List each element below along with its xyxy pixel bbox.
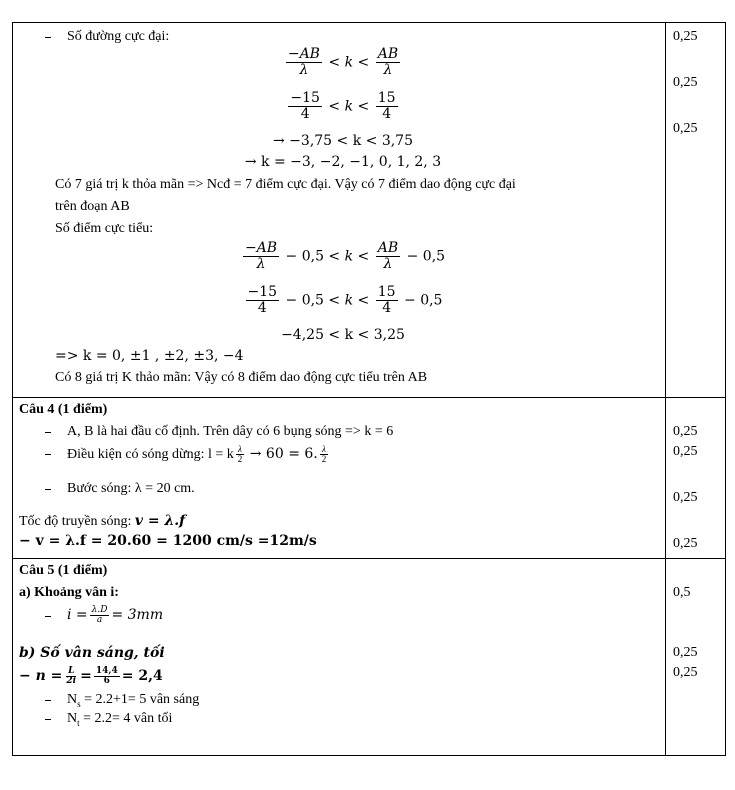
cau5-ns-line: $N_s = 2.2+1= 5$ vân sáng <box>67 692 200 709</box>
cau5-b-heading: b) Số vân sáng, tối <box>19 645 165 661</box>
cau5-heading: Câu 5 (1 điểm) <box>19 563 108 578</box>
score: 0,25 <box>673 121 698 136</box>
max-heading: Số đường cực đại: <box>67 29 170 44</box>
score: 0,25 <box>673 536 698 551</box>
equation-max-4: → k = −3, −2, −1, 0, 1, 2, 3 <box>244 154 442 170</box>
cau5-b-formula: − n = $\frac{L}{2i}$ = $\frac{14,4}{6}$ = 2,4 <box>19 665 163 686</box>
bullet-dash <box>45 489 51 490</box>
bullet-dash <box>45 432 51 433</box>
equation-min-2: $\frac{-15}{4}$ − 0,5 < k < $\frac{15}{4}$ − 0,5 <box>247 284 443 316</box>
column-divider <box>665 23 666 397</box>
cau4-item2: Điều kiện có sóng dừng: l = k $\frac{\lambda}{2}$ → 60 = 6. $\frac{\lambda}{2}$ <box>67 444 327 465</box>
score: 0,25 <box>673 424 698 439</box>
row-cau4 <box>12 398 726 559</box>
score: 0,25 <box>673 75 698 90</box>
cau4-item3: Bước sóng: λ = 20 cm. <box>67 481 195 496</box>
min-conclusion: Có 8 giá trị K thảo mãn: Vậy có 8 điểm dao động cực tiểu trên AB <box>55 370 428 385</box>
bullet-dash <box>45 616 51 617</box>
bullet-dash <box>45 700 51 701</box>
equation-min-1: $\frac{-AB}{\lambda}$ − 0,5 < k < $\frac{AB}{\lambda}$ − 0,5 <box>244 240 446 272</box>
answer-table <box>12 22 726 756</box>
cau5-nt-line: $N_t = 2.2= 4$ vân tối <box>67 711 173 728</box>
cau5-a-formula: i = $\frac{\lambda.D}{a}$ = 3mm <box>67 604 164 625</box>
row-cau3-continued <box>12 22 726 398</box>
cau5-a-heading: a) Khoảng vân i: <box>19 585 119 600</box>
equation-max-3: → −3,75 < k < 3,75 <box>273 133 413 149</box>
bullet-dash <box>45 454 51 455</box>
score: 0,25 <box>673 645 698 660</box>
score: 0,5 <box>673 585 691 600</box>
column-divider <box>665 398 666 558</box>
equation-max-1: $\frac{-AB}{\lambda}$ < k < $\frac{AB}{\lambda}$ <box>287 46 399 78</box>
equation-max-2: $\frac{-15}{4}$ < k < $\frac{15}{4}$ <box>290 90 396 122</box>
min-heading: Số điểm cực tiểu: <box>55 221 154 236</box>
score: 0,25 <box>673 490 698 505</box>
equation-min-3: −4,25 < k < 3,25 <box>281 327 405 343</box>
equation-min-4: => k = 0, ±1 , ±2, ±3, −4 <box>55 348 244 364</box>
cau4-heading: Câu 4 (1 điểm) <box>19 402 108 417</box>
max-conclusion-line2: trên đoạn AB <box>55 199 130 214</box>
bullet-dash <box>45 37 51 38</box>
bullet-dash <box>45 719 51 720</box>
score: 0,25 <box>673 444 698 459</box>
score: 0,25 <box>673 665 698 680</box>
cau4-item1: A, B là hai đầu cố định. Trên dây có 6 bụng sóng => k = 6 <box>67 424 394 439</box>
score: 0,25 <box>673 29 698 44</box>
max-conclusion-line1: Có 7 giá trị k thỏa mãn => Ncđ = 7 điểm cực đại. Vậy có 7 điểm dao động cực đại <box>55 177 516 192</box>
cau4-speed-line: Tốc độ truyền sóng: v = λ.f <box>19 513 186 529</box>
cau4-speed-calc: − v = λ.f = 20.60 = 1200 cm/s =12m/s <box>19 533 317 549</box>
row-cau5 <box>12 559 726 756</box>
column-divider <box>665 559 666 755</box>
